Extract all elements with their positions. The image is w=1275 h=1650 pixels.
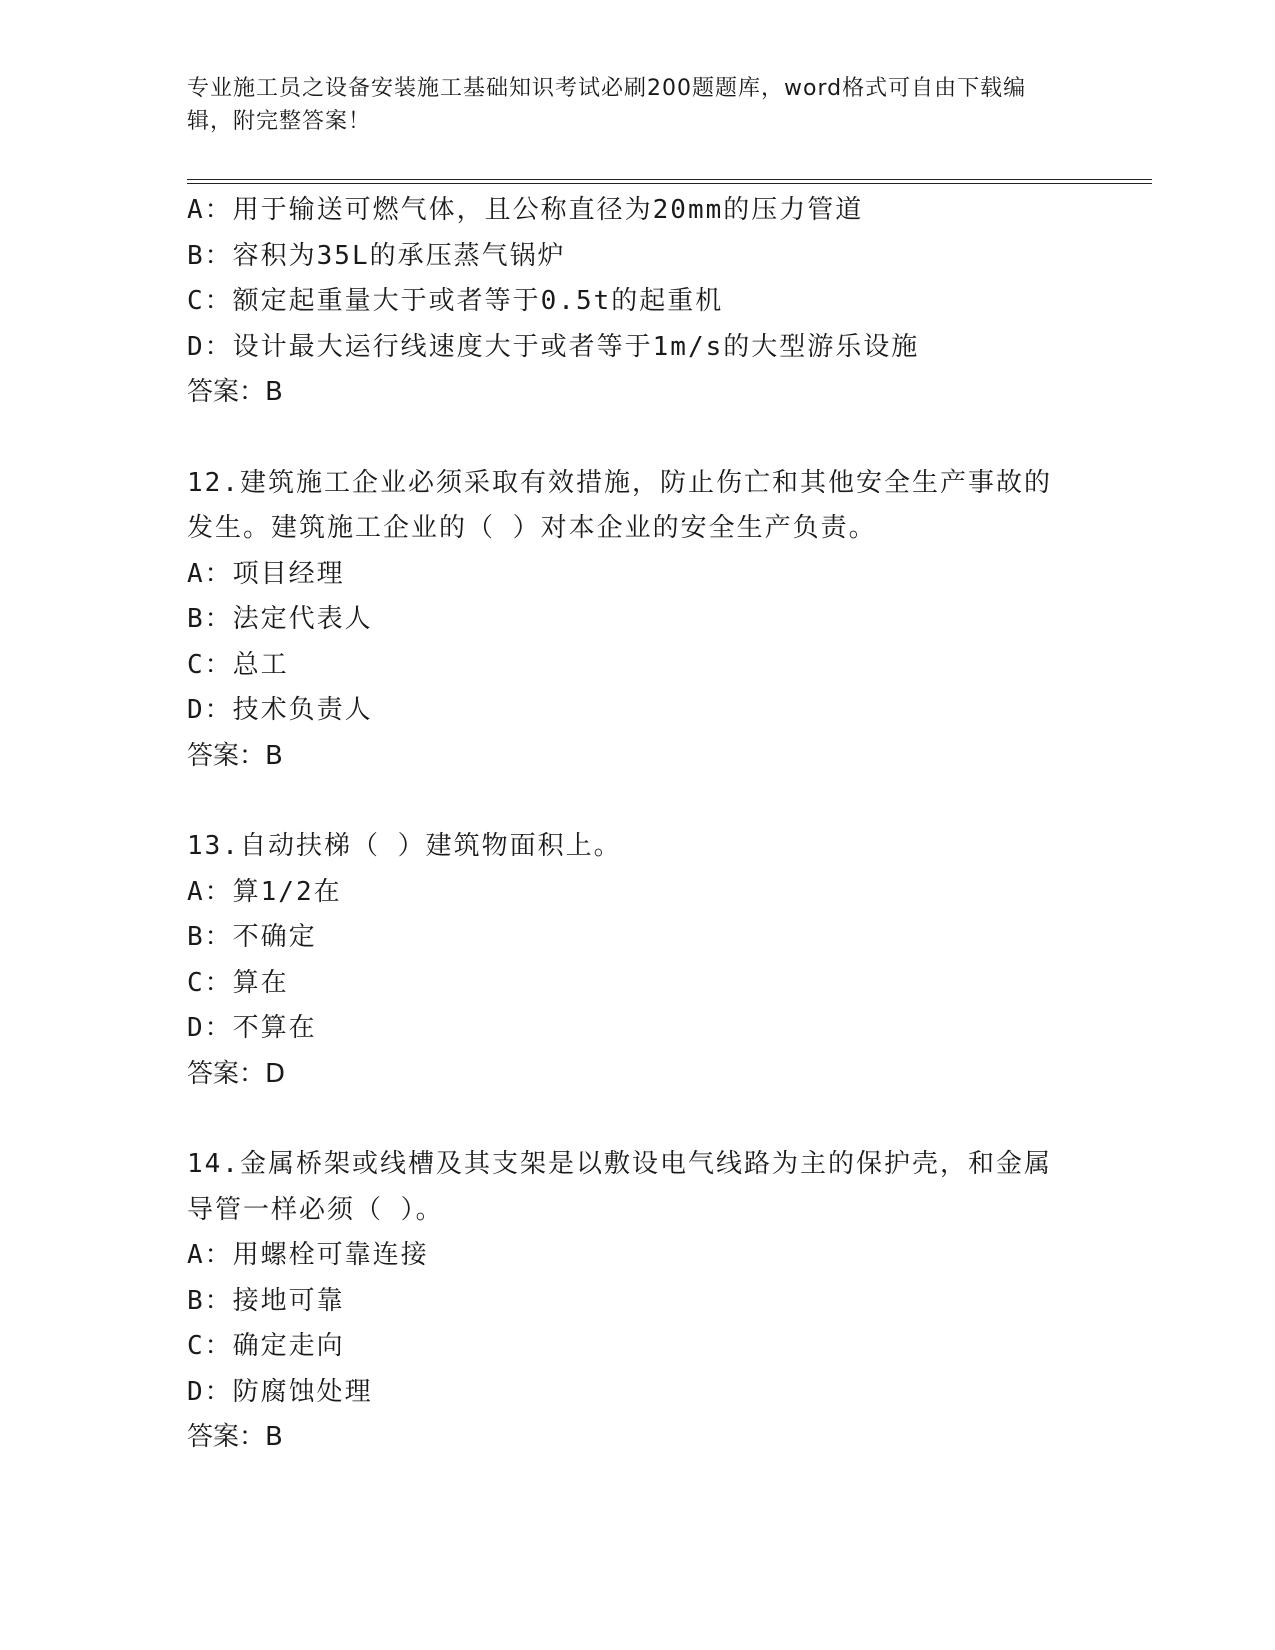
option-d: D：设计最大运行线速度大于或者等于1m/s的大型游乐设施 xyxy=(187,331,920,362)
option-d: D：防腐蚀处理 xyxy=(187,1376,373,1407)
answer: 答案：B xyxy=(187,377,283,407)
question-text-line: 14.金属桥架或线槽及其支架是以敷设电气线路为主的保护壳，和金属 xyxy=(187,1149,1052,1179)
header-rule-bottom xyxy=(187,183,1152,184)
option-c: C：总工 xyxy=(187,649,289,680)
answer: 答案：B xyxy=(187,740,283,771)
option-a: A：项目经理 xyxy=(187,558,345,589)
header-rule-top xyxy=(187,179,1152,180)
question-block-13 xyxy=(187,824,1087,1097)
question-block-12 xyxy=(187,461,1087,780)
answer: 答案：B xyxy=(187,1422,283,1452)
option-a: A：用螺栓可靠连接 xyxy=(187,1240,429,1270)
option-b: B：法定代表人 xyxy=(187,604,373,634)
question-text-line: 导管一样必须（ ）。 xyxy=(187,1194,444,1225)
question-block-11 xyxy=(187,188,1087,416)
question-text-line: 发生。建筑施工企业的（ ）对本企业的安全生产负责。 xyxy=(187,513,877,543)
option-a: A：用于输送可燃气体，且公称直径为20mm的压力管道 xyxy=(187,195,864,225)
option-c: C：确定走向 xyxy=(187,1331,345,1361)
question-content xyxy=(187,188,1087,1461)
option-a: A：算1/2在 xyxy=(187,876,342,907)
document-header: 专业施工员之设备安装施工基础知识考试必刷200题题库，word格式可自由下载编辑，附完整答案！ xyxy=(187,76,1027,134)
answer: 答案：D xyxy=(187,1058,286,1089)
option-d: D：不算在 xyxy=(187,1013,317,1043)
question-text-line: 12.建筑施工企业必须采取有效措施，防止伤亡和其他安全生产事故的 xyxy=(187,467,1052,498)
option-c: C：额定起重量大于或者等于0.5t的起重机 xyxy=(187,286,724,316)
option-b: B：接地可靠 xyxy=(187,1285,345,1316)
question-block-14 xyxy=(187,1142,1087,1461)
option-b: B：容积为35L的承压蒸气锅炉 xyxy=(187,240,566,271)
option-d: D：技术负责人 xyxy=(187,695,373,725)
option-c: C：算在 xyxy=(187,967,289,998)
question-text-line: 13.自动扶梯（ ）建筑物面积上。 xyxy=(187,831,622,861)
option-b: B：不确定 xyxy=(187,922,317,952)
